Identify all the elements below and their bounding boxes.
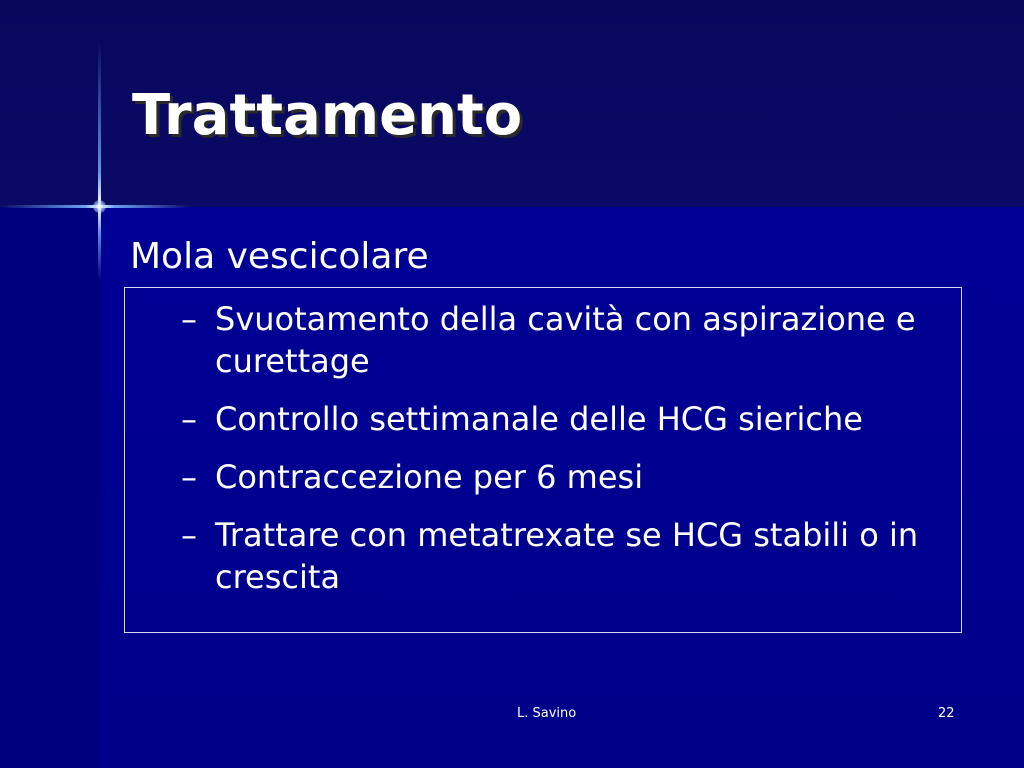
sparkle-vertical-line: [98, 40, 101, 280]
sparkle-star-icon: [93, 200, 106, 213]
bullet-list: [181, 298, 951, 614]
bullet-dash: –: [181, 458, 197, 496]
slide-subtitle: Mola vescicolare: [130, 236, 429, 277]
bullet-item: [181, 514, 951, 598]
bullet-item: [181, 398, 951, 440]
left-band: [0, 207, 100, 768]
bullet-dash: –: [181, 300, 197, 338]
bullet-box: [124, 287, 962, 633]
slide-title: Trattamento: [132, 83, 523, 148]
bullet-dash: –: [181, 400, 197, 438]
bullet-item: [181, 298, 951, 382]
bullet-text: Controllo settimanale delle HCG sieriche: [215, 400, 863, 438]
footer-page-number: 22: [938, 706, 955, 721]
bullet-dash: –: [181, 516, 197, 554]
bullet-text: Contraccezione per 6 mesi: [215, 458, 644, 496]
bullet-text: Trattare con metatrexate se HCG stabili o in crescita: [215, 516, 919, 596]
footer-author: L. Savino: [517, 706, 577, 721]
bullet-item: [181, 456, 951, 498]
bullet-text: Svuotamento della cavità con aspirazione e curettage: [215, 300, 916, 380]
